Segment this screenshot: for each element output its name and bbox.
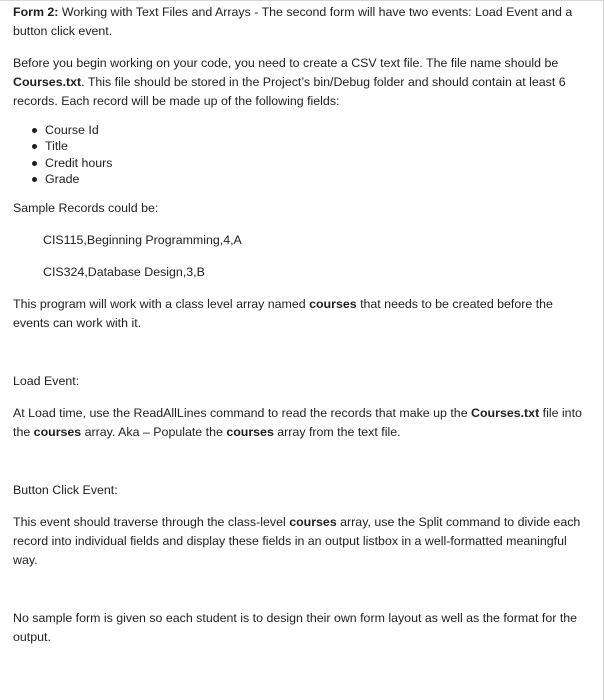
sample-record: CIS324,Database Design,3,B bbox=[43, 265, 205, 280]
program-text-2: that needs to be created before the events can work with it. bbox=[13, 297, 553, 331]
document-content bbox=[13, 3, 591, 647]
array-name: courses bbox=[289, 515, 337, 530]
array-name: courses bbox=[33, 425, 82, 440]
field-list bbox=[13, 122, 591, 187]
button-event-heading: Button Click Event: bbox=[13, 483, 118, 498]
sample-heading: Sample Records could be: bbox=[13, 201, 159, 216]
load-event-heading: Load Event: bbox=[13, 374, 80, 389]
field-item: Credit hours bbox=[45, 155, 591, 171]
final-note: No sample form is given so each student is to design their own form layout as well as the format for the output. bbox=[13, 611, 578, 645]
button-text-2: array, use the Split command to divide each record into individual fields and display these fields in an output listbox in a well-formatted meaningful way. bbox=[13, 515, 581, 568]
array-name: courses bbox=[309, 297, 357, 312]
setup-text-2: . This file should be stored in the Project’s bin/Debug folder and should contain at least 6 records. Each record will be made up of the following fields: bbox=[13, 75, 566, 108]
intro-text: Working with Text Files and Arrays - The second form will have two events: Load Event and a button click event. bbox=[13, 5, 573, 38]
button-text-1: This event should traverse through the class-level bbox=[13, 515, 290, 530]
sample-record: CIS115,Beginning Programming,4,A bbox=[43, 233, 242, 248]
button-event-paragraph bbox=[13, 513, 591, 570]
filename: Courses.txt bbox=[13, 75, 82, 89]
load-event-paragraph bbox=[13, 404, 591, 442]
setup-text-1: Before you begin working on your code, you need to create a CSV text file. The file name should be bbox=[13, 56, 559, 70]
field-item: Grade bbox=[45, 171, 591, 187]
form-label: Form 2: bbox=[13, 5, 59, 19]
program-text-1: This program will work with a class level array named bbox=[13, 297, 310, 312]
load-text-1: At Load time, use the ReadAllLines command to read the records that make up the bbox=[13, 406, 472, 421]
load-text-3: array. Aka – Populate the bbox=[81, 425, 227, 440]
intro-paragraph bbox=[13, 3, 591, 41]
field-item: Title bbox=[45, 138, 591, 154]
setup-paragraph bbox=[13, 54, 591, 111]
load-text-4: array from the text file. bbox=[273, 425, 401, 440]
filename: Courses.txt bbox=[471, 406, 540, 421]
load-text-2: file into the bbox=[13, 406, 582, 440]
program-paragraph bbox=[13, 295, 591, 333]
array-name: courses bbox=[226, 425, 274, 440]
field-item: Course Id bbox=[45, 122, 591, 138]
